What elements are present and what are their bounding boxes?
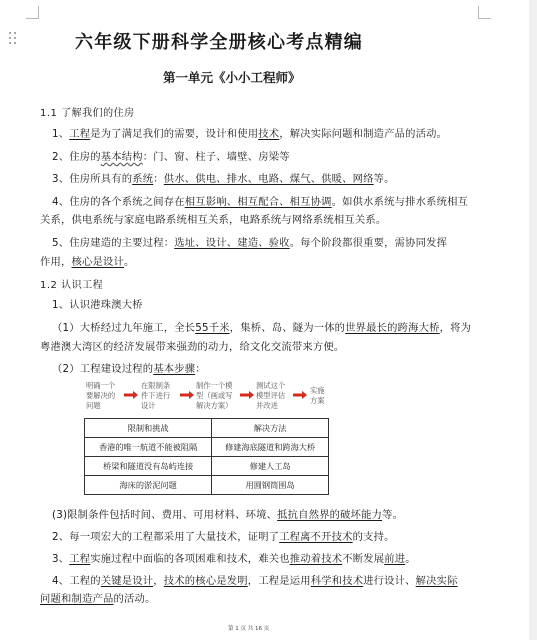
table-row bbox=[85, 457, 329, 476]
scrollbar[interactable] bbox=[529, 0, 537, 640]
red-arrow-icon bbox=[124, 391, 138, 399]
section-heading: 1.1 了解我们的住房 bbox=[40, 108, 135, 119]
unit-heading: 第一单元《小小工程师》 bbox=[163, 70, 301, 85]
table-header-row bbox=[85, 419, 329, 438]
table-cell: 桥梁和隧道没有岛屿连接 bbox=[85, 457, 212, 476]
paragraph: （2）工程建设过程的基本步骤： bbox=[52, 363, 206, 375]
table-header-cell: 解决方法 bbox=[212, 419, 329, 438]
table-cell: 修建人工岛 bbox=[212, 457, 329, 476]
table-row bbox=[85, 476, 329, 495]
flow-step: 实施 方案 bbox=[310, 386, 325, 405]
red-arrow-icon bbox=[180, 391, 194, 399]
flow-step: 测试这个 模型评估 并改进 bbox=[256, 381, 286, 410]
paragraph: 3、住房所具有的系统：供水、供电、排水、电路、煤气、供暖、网络等。 bbox=[52, 173, 395, 185]
paragraph: (3)限制条件包括时间、费用、可用材料、环境、抵抗自然界的破坏能力等。 bbox=[52, 509, 404, 521]
constraints-table bbox=[84, 418, 329, 495]
table-cell: 用圆钢筒围岛 bbox=[212, 476, 329, 495]
table-cell: 修建海底隧道和跨海大桥 bbox=[212, 438, 329, 457]
paragraph: 4、工程的关键是设计，技术的核心是发明，工程是运用科学和技术进行设计、解决实际 bbox=[52, 575, 458, 587]
paragraph: （1）大桥经过九年施工，全长55千米，集桥、岛、隧为一体的世界最长的跨海大桥，将为 bbox=[52, 322, 472, 334]
paragraph-continuation: 问题和制造产品的活动。 bbox=[40, 593, 156, 605]
table-cell: 海床的淤泥问题 bbox=[85, 476, 212, 495]
red-arrow-icon bbox=[293, 391, 307, 399]
page-corner-mark bbox=[478, 6, 491, 19]
page-number-footer: 第 1 页 共 16 页 bbox=[228, 626, 270, 632]
page-corner-mark bbox=[26, 6, 39, 19]
flow-step: 明确一个 要解决的 问题 bbox=[86, 381, 116, 410]
paragraph-continuation: 作用，核心是设计。 bbox=[40, 256, 135, 268]
flow-step: 制作一个模 型（画或写 解决方案） bbox=[196, 381, 233, 410]
paragraph-continuation: 关系，供电系统与家庭电路系统相互关系，电路系统与网络系统相互关系。 bbox=[40, 214, 387, 226]
paragraph-continuation: 粤港澳大湾区的经济发展带来强劲的动力，给文化交流带来方便。 bbox=[40, 341, 345, 353]
subheading: 1、认识港珠澳大桥 bbox=[52, 299, 143, 311]
paragraph: 5、住房建造的主要过程：选址、设计、建造、验收。每个阶段都很重要，需协同发挥 bbox=[52, 237, 448, 249]
section-heading: 1.2 认识工程 bbox=[40, 280, 104, 291]
red-arrow-icon bbox=[240, 391, 254, 399]
paragraph: 4、住房的各个系统之间存在相互影响、相互配合、相互协调。如供水系统与排水系统相互 bbox=[52, 196, 469, 208]
drag-handle-icon[interactable] bbox=[8, 31, 20, 45]
paragraph: 2、每一项宏大的工程都采用了大量技术，证明了工程离不开技术的支持。 bbox=[52, 531, 395, 543]
paragraph: 2、住房的基本结构：门、窗、柱子、墙壁、房梁等 bbox=[52, 151, 290, 163]
table-row bbox=[85, 438, 329, 457]
table-cell: 香港的唯一航道不能被阻隔 bbox=[85, 438, 212, 457]
flow-step: 在限制条 件下进行 设计 bbox=[141, 381, 171, 410]
table-header-cell: 限制和挑战 bbox=[85, 419, 212, 438]
document-title: 六年级下册科学全册核心考点精编 bbox=[75, 32, 363, 53]
paragraph: 3、工程实施过程中面临的各项困难和技术，难关也推动着技术不断发展前进。 bbox=[52, 553, 416, 565]
paragraph: 1、工程是为了满足我们的需要，设计和使用技术，解决实际问题和制造产品的活动。 bbox=[52, 128, 448, 140]
